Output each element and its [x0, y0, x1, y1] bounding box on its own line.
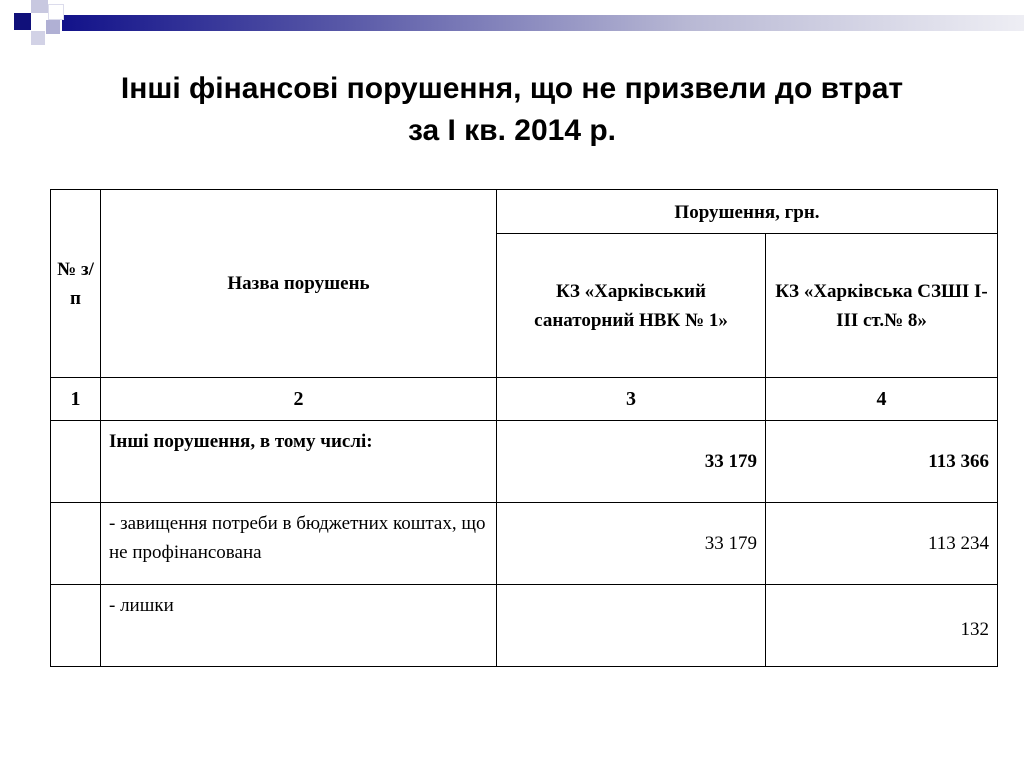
table-row — [51, 585, 998, 667]
header-row — [51, 190, 998, 234]
row-number — [51, 585, 101, 667]
index-row — [51, 378, 998, 421]
title-line-2: за І кв. 2014 р. — [407, 114, 617, 147]
gradient-bar — [62, 15, 1024, 31]
row-value-col-4: 113 234 — [766, 503, 998, 585]
slide-title — [30, 68, 994, 152]
header-name: Назва порушень — [101, 190, 497, 378]
row-value-col-3: 33 179 — [497, 421, 766, 503]
table-row — [51, 421, 998, 503]
header-col-4: КЗ «Харківська СЗШІ І-ІІІ ст.№ 8» — [766, 234, 998, 378]
decor-square — [31, 0, 48, 13]
decorative-header-band — [0, 0, 1024, 48]
decor-square — [31, 31, 45, 45]
row-name: - лишки — [101, 585, 497, 667]
index-cell: 3 — [497, 378, 766, 421]
row-name: - завищення потреби в бюджетних коштах, що не профінансована — [101, 503, 497, 585]
index-cell: 1 — [51, 378, 101, 421]
row-name: Інші порушення, в тому числі: — [101, 421, 497, 503]
title-line-1: Інші фінансові порушення, що не призвели до втрат — [120, 72, 904, 105]
table-row — [51, 503, 998, 585]
violations-table — [50, 189, 998, 667]
header-col-3: КЗ «Харківський санаторний НВК № 1» — [497, 234, 766, 378]
decor-square — [48, 4, 64, 20]
decor-square — [46, 20, 60, 34]
row-value-col-3: 33 179 — [497, 503, 766, 585]
decor-square — [14, 13, 31, 30]
index-cell: 2 — [101, 378, 497, 421]
index-cell: 4 — [766, 378, 998, 421]
row-value-col-4: 132 — [766, 585, 998, 667]
row-number — [51, 421, 101, 503]
row-value-col-3 — [497, 585, 766, 667]
row-value-col-4: 113 366 — [766, 421, 998, 503]
row-number — [51, 503, 101, 585]
header-group: Порушення, грн. — [497, 190, 998, 234]
header-number: № з/ п — [51, 190, 101, 378]
